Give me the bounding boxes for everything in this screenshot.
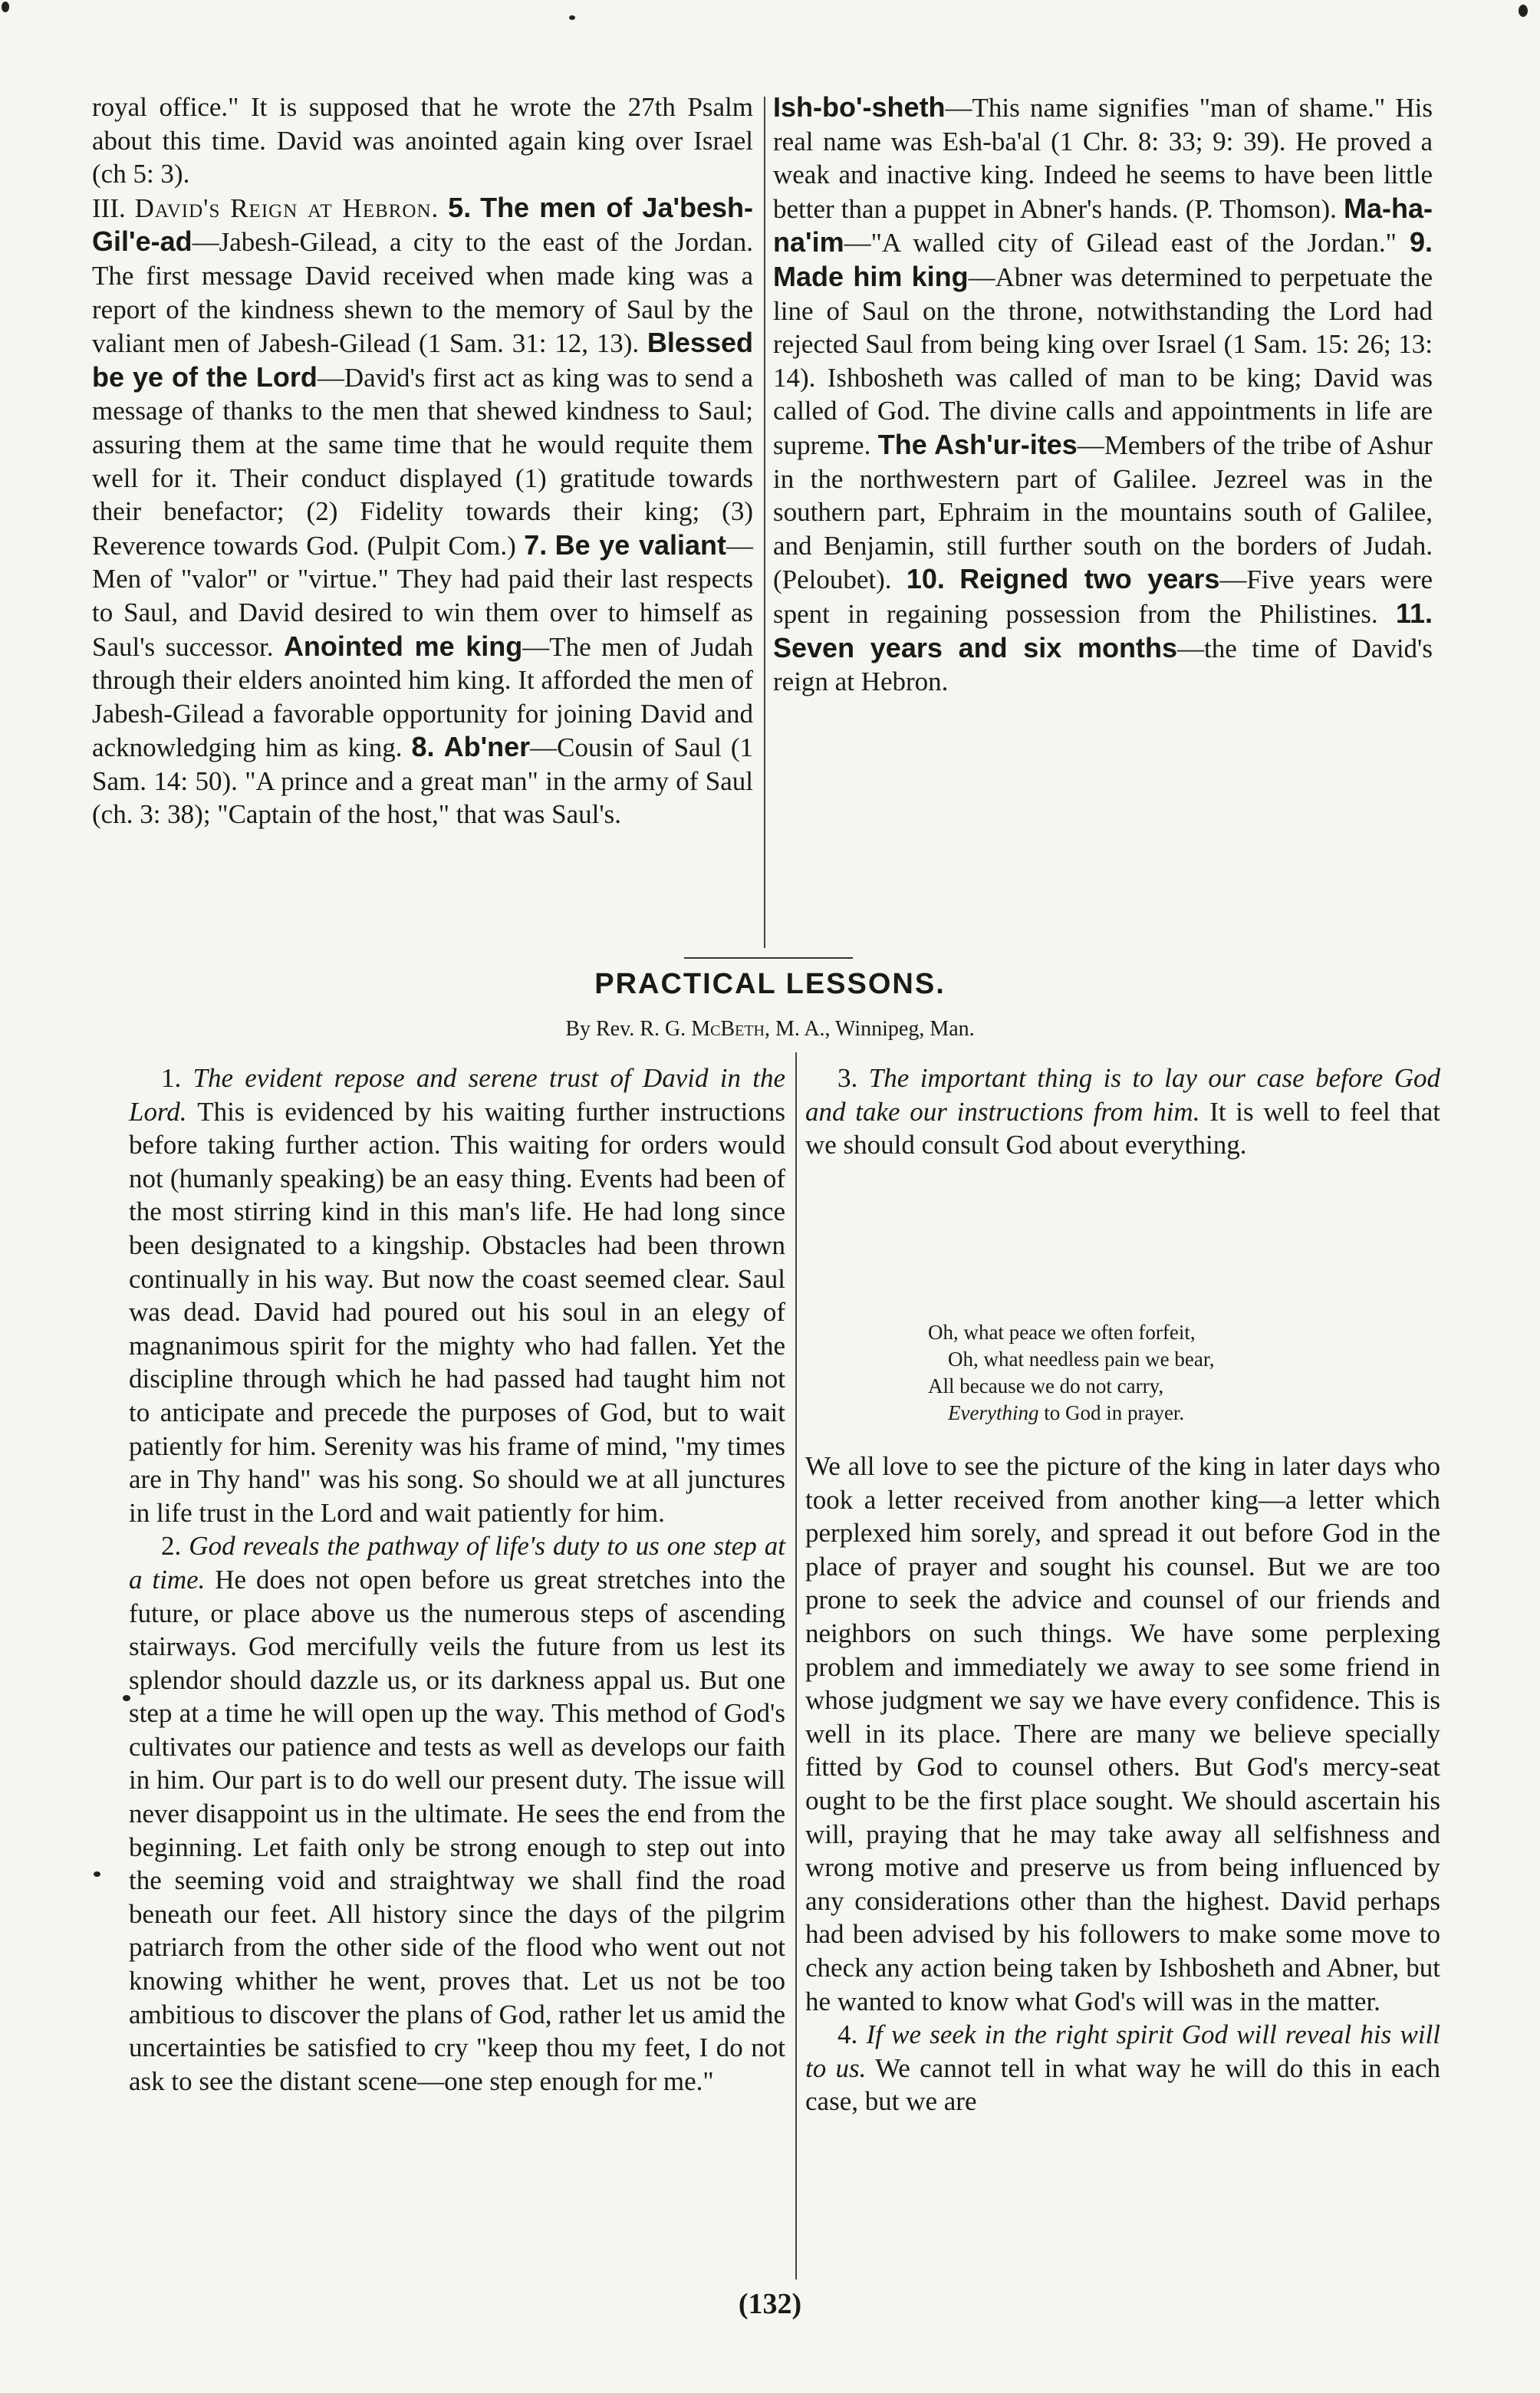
hymn-quotation <box>813 1319 1426 1427</box>
author-name: McBeth <box>691 1017 765 1041</box>
lesson-title: If we seek in the right spirit God will reveal his will to us. <box>805 2019 1440 2083</box>
scan-mark <box>2 2 9 12</box>
verse-text: —the time of David's reign at Hebron. <box>773 633 1433 697</box>
lesson-text: We all love to see the picture of the king in later days who took a letter received from another king—a letter which perplexed him sorely, and spread it out before God in the place of prayer and sought his counsel. But we are too prone to seek the advice and counsel of our friends and neighbors on such things. We have some perplexing problem and immediately we away to see some friend in whose judgment we say we have every confidence. This is well in its place. There are many we believe specially fitted by God to counsel others. But God's mercy-seat ought to be the first place sought. We should ascertain his will, praying that he may take away all selfishness and wrong motive and preserve us from being influenced by any considerations other than the highest. David perhaps had been advised by his followers to make some move to check any action being taken by Ishbosheth and Abner, but he wanted to know what God's will was in the matter. <box>805 1451 1440 2016</box>
scan-mark <box>94 1871 100 1877</box>
verse-keyword: The Ash'ur-ites <box>877 428 1078 460</box>
poem-text: to God in prayer. <box>1038 1401 1185 1424</box>
verse-text: —This name signifies "man of shame." His real name was Esh-ba'al (1 Chr. 8: 33; 9: 39). He proved a weak and inactive king. Indeed he seems to have been little better than a puppet in Abner's hands. (P. Thomson). <box>773 93 1433 224</box>
verse-text: —The men of Judah through their elders anointed him king. It afforded the men of Jabesh-Gilead a favorable opportunity for joining David and acknowledging him as king. <box>92 631 754 763</box>
page-number: (132) <box>738 2288 802 2320</box>
verse-keyword: Ish-bo'-sheth <box>773 91 946 123</box>
section-separator <box>684 957 853 959</box>
lesson-3 <box>805 1062 1440 1162</box>
lesson-4 <box>805 2018 1440 2118</box>
lesson-text: This is evidenced by his waiting further instructions before taking further action. This waiting for orders would not (humanly speaking) be an easy thing. Events had been of the most stirring kind in this man's life. He had long since been designated to a kingship. Obstacles had been thrown continually in his way. But now the coast seemed clear. Saul was dead. David had poured out his soul in an elegy of magnanimous spirit for the mighty who had fallen. Yet the discipline through which he had passed had taught him not to anticipate and precede the purposes of God, but to wait patiently for him. Serenity was his frame of mind, "my times are in Thy hand" was his song. So should we at all junctures in life trust in the Lord and wait patiently for him. <box>129 1096 785 1528</box>
verse-text: —Men of "valor" or "virtue." They had paid their last respects to Saul, and David desired to win them over to himself as Saul's successor. <box>92 530 754 662</box>
verse-text: —Jabesh-Gilead, a city to the east of the Jordan. The first message David received when made king was a report of the kindness shewn to the memory of Saul by the valiant men of Jabesh-Gilead (1 Sam. 31: 12, 13). <box>92 227 753 359</box>
lesson-2 <box>129 1529 785 2098</box>
lesson-number: 4. <box>837 2019 858 2050</box>
lesson-title: God reveals the pathway of life's duty to us one step at a time. <box>129 1531 785 1595</box>
verse-keyword: Anointed me king <box>283 630 523 662</box>
section-number: III. <box>92 193 126 223</box>
lesson-number: 1. <box>161 1063 182 1093</box>
section-title: David's Reign at Hebron. <box>134 193 439 223</box>
scan-mark <box>1519 5 1528 17</box>
verse-keyword: Be ye valiant <box>554 528 727 561</box>
poem-line: Oh, what peace we often forfeit, <box>928 1321 1196 1344</box>
byline-prefix: By Rev. R. G. <box>565 1017 692 1041</box>
verse-text: —David's first act as king was to send a message of thanks to the men that shewed kindness to Saul; assuring them at the same time that he would requite them well for it. Their conduct displayed (1) gratitude towards their benefactor; (2) Fidelity towards their king; (3) Reverence towards God. (Pulpit Com.) <box>92 362 754 561</box>
verse-number: 5. <box>448 191 472 223</box>
poem-line <box>813 1400 1426 1427</box>
verse-keyword: Blessed be ye of the Lord <box>92 327 753 393</box>
column-divider <box>795 1052 797 2279</box>
verse-keyword: Made him king <box>773 260 969 292</box>
paragraph-psalm <box>92 91 753 191</box>
verse-number: 9. <box>1409 226 1433 258</box>
lesson-1 <box>129 1062 785 1529</box>
verse-number: 7. <box>524 528 548 561</box>
verse-keyword: Seven years and six months <box>773 631 1178 663</box>
verse-text: —Members of the tribe of Ashur in the northwestern part of Galilee. Jezreel was in the southern part, Ephraim in the mountains south of Galilee, and Benjamin, still further south on the borders of Judah. (Peloubet). <box>773 430 1433 595</box>
scan-mark <box>569 15 575 20</box>
lesson-text: We cannot tell in what way he will do this in each case, but we are <box>805 2052 1440 2117</box>
verse-text: —Abner was determined to perpetuate the line of Saul on the throne, notwithstanding the Lord had rejected Saul from being king over Israel (1 Sam. 15: 26; 13: 14). Ishbosheth was called of man to be king; David was called of God. The divine calls and appointments in life are supreme. <box>773 262 1433 460</box>
verse-keyword: Ab'ner <box>443 731 531 763</box>
paragraph-verse-5 <box>92 191 753 831</box>
lesson-text: It is well to feel that we should consult God about everything. <box>805 1096 1440 1160</box>
lessons-right-column-continued <box>805 1450 1440 2118</box>
lesson-text: He does not open before us great stretches into the future, or place above us the numerous steps of ascending stairways. God mercifully veils the future from us lest its splendor should dazzle us, or its darkness appal us. But one step at a time he will open up the way. This method of God's cultivates our patience and tests as well as develops our faith in him. Our part is to do well our present duty. The issue will never disappoint us in the ultimate. He sees the end from the beginning. Let faith only be strong enough to step out into the seeming void and straightway we shall find the road beneath our feet. All history since the days of the pilgrim patriarch from the other side of the flood who went out not knowing whither he went, proves that. Let us not be too ambitious to discover the plans of God, rather let us amid the uncertainties be satisfied to cry "keep thou my feet, I do not ask to see the distant scene—one step enough for me." <box>129 1564 785 2096</box>
byline <box>0 1017 1540 1042</box>
lessons-left-column <box>129 1062 785 2098</box>
column-divider <box>764 97 765 948</box>
upper-left-column <box>92 91 753 831</box>
lessons-right-column <box>805 1062 1440 1162</box>
verse-number: 11. <box>1395 597 1433 629</box>
verse-text: —Cousin of Saul (1 Sam. 14: 50). "A prince and a great man" in the army of Saul (ch. 3: 38); "Captain of the host," that was Saul's. <box>92 732 753 830</box>
poem-line: Oh, what needless pain we bear, <box>948 1348 1215 1371</box>
verse-number: 10. <box>906 563 945 595</box>
poem-line: All because we do not carry, <box>928 1374 1164 1397</box>
lesson-title: The evident repose and serene trust of David in the Lord. <box>129 1063 786 1127</box>
verse-text: —Five years were spent in regaining possession from the Philistines. <box>773 565 1433 629</box>
lesson-number: 2. <box>161 1531 182 1562</box>
paragraph-ishbosheth <box>773 91 1433 699</box>
lesson-3-continued <box>805 1450 1440 2018</box>
section-heading: PRACTICAL LESSONS. <box>594 968 946 1000</box>
text-run: royal office." It is supposed that he wrote the 27th Psalm about this time. David was anointed again king over Israel (ch 5: 3). <box>92 92 753 189</box>
emphasis: Everything <box>948 1401 1039 1424</box>
upper-right-column <box>773 91 1433 699</box>
byline-suffix: , M. A., Winnipeg, Man. <box>764 1017 975 1041</box>
lesson-title: The important thing is to lay our case before God and take our instructions from him. <box>805 1063 1441 1127</box>
lesson-number: 3. <box>837 1063 858 1093</box>
verse-keyword: The men of Ja'besh-Gil'e-ad <box>92 191 754 258</box>
verse-text: —"A walled city of Gilead east of the Jordan." <box>844 228 1397 258</box>
verse-keyword: Reigned two years <box>959 563 1220 595</box>
verse-keyword: Ma-ha-na'im <box>773 192 1433 258</box>
verse-number: 8. <box>411 731 435 763</box>
